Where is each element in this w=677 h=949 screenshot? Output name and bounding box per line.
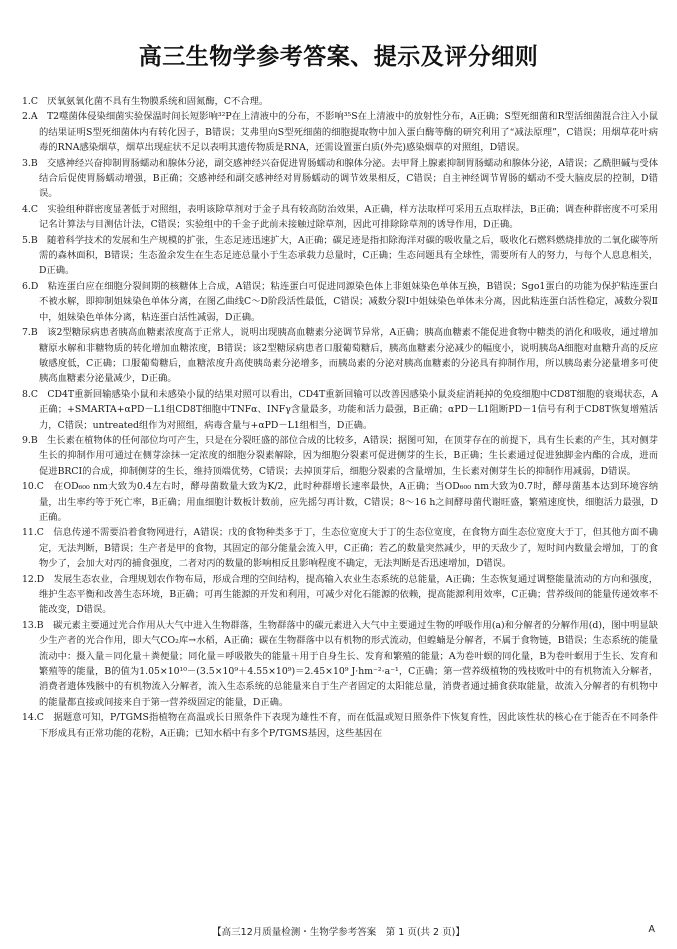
page-title: 高三生物学参考答案、提示及评分细则 <box>138 44 539 70</box>
answer-item-1: 1.C 厌氧氨氧化菌不具有生物膜系统和固氮酶，C不合理。 <box>22 96 269 107</box>
answer-item-9: 9.B 生长素在植物体的任何部位均可产生，只是在分裂旺盛的部位合成的比较多，A错误；据图可知，在顶芽存在的前提下，具有生长素的产生，其对侧芽生长的抑制作用可通过在侧芽涂抹一定浓度的细胞分裂素解除，因为细胞分裂素可促进侧芽的生长，B正确；生长素通过促进独脚金内酯的合成，进而促进BRCI的合成，抑制侧芽的生长，维持顶端优势，C错误；去掉顶芽后，细胞分裂素的含量增加，生长素对侧芽生长的抑制作用减弱，D错误。 <box>22 434 659 477</box>
answer-item-10: 10.C 在OD₆₀₀ nm大致为0.4左右时，酵母菌数量大致为K/2，此时种群增长速率最快，A正确；当OD₆₀₀ nm大致为0.7时，酵母菌基本达到环境容纳量，出生率约等于死亡率，B正确；用血细胞计数板计数前，应先摇匀再计数，C错误；8～16 h之间酵母菌代谢旺盛，繁殖速度快，细胞活力最强，D正确。 <box>22 481 658 523</box>
answer-item-3: 3.B 交感神经兴奋抑制胃肠蠕动和腺体分泌，副交感神经兴奋促进胃肠蠕动和腺体分泌。去甲肾上腺素抑制胃肠蠕动和腺体分泌，A错误；乙酰胆碱与受体结合后促使胃肠蠕动增强，B正确；交感神经和副交感神经对胃肠蠕动的调节效果相反，C错误；自主神经调节胃肠的蠕动不受大脑皮层的控制，D错误。 <box>22 157 659 200</box>
footer-version-mark: A <box>648 924 655 935</box>
answer-item-4: 4.C 实验组种群密度显著低于对照组，表明该除草剂对于金子具有较高防治效果，A正确，样方法取样可采用五点取样法，B正确；调查种群密度不可采用记名计算法与目测估计法，C错误；实验组中的千金子此前未接触过除草剂，因此可排除除草剂的诱导作用，D正确。 <box>22 203 658 231</box>
answer-item-12: 12.D 发展生态农业，合理规划农作物布局，形成合理的空间结构，提高输入农业生态系统的总能量，A正确；生态恢复通过调整能量流动的方向和强度，维护生态平衡和改善生态环境，B正确；可再生能源的开发和利用，可减少对化石能源的依赖，提高能源利用效率，C正确；营养级间的能量传递效率不能改变，D错误。 <box>22 573 658 616</box>
answer-item-6: 6.D 粘连蛋白应在细胞分裂间期的核糖体上合成，A错误；粘连蛋白可促进同源染色体上非姐妹染色单体互换，B错误；Sgo1蛋白的功能为保护粘连蛋白不被水解，即抑制姐妹染色单体分离，在图乙曲线C～D阶段活性最低，C错误；减数分裂Ⅰ中姐妹染色单体未分离，因此粘连蛋白活性稳定，减数分裂Ⅱ中，姐妹染色单体分离，粘连蛋白活性减弱，D正确。 <box>22 280 658 323</box>
footer-page-info: 【高三12月质量检测・生物学参考答案 第 1 页(共 2 页)】 <box>212 927 465 938</box>
answer-item-2: 2.A T2噬菌体侵染细菌实验保温时间长短影响³²P在上清液中的分布，不影响³⁵S在上清液中的放射性分布，A正确；S型死细菌和R型活细菌混合注入小鼠的结果证明S型死细菌体内有转化因子，B错误；艾弗里向S型死细菌的细胞提取物中加入蛋白酶等酶的研究利用了“减法原理”，C错误；用烟草花叶病毒的RNA感染烟草，烟草出现症状不足以表明其遗传物质是RNA，还需设置蛋白质(外壳)感染烟草的对照组，D错误。 <box>22 111 658 154</box>
answer-item-5: 5.B 随着科学技术的发展和生产规模的扩张，生态足迹迅速扩大，A正确；碳足迹是指扣除海洋对碳的吸收量之后，吸收化石燃料燃烧排放的二氧化碳等所需的森林面积，B错误；生态盈余发生在生态足迹总量小于生态承载力总量时，C正确；生态问题具有全球性，需要所有人的努力，与每个人息息相关，D正确。 <box>22 234 659 277</box>
answer-item-8: 8.C CD4T重新回输感染小鼠和未感染小鼠的结果对照可以看出，CD4T重新回输可以改善因感染小鼠炎症消耗掉的免疫细胞中CD8T细胞的衰竭状态，A正确；+SMARTA+αPD－L1组CD8T细胞中TNFα、INFγ含量最多，功能和活力最强，B正确；αPD－L1阻断PD－1信号有利于CD8T恢复增殖活力，C错误；untreated组作为对照组，病毒含量与+αPD－L1组相当，D正确。 <box>22 388 658 431</box>
answer-item-7: 7.B 该2型糖尿病患者胰高血糖素浓度高于正常人，说明出现胰高血糖素分泌调节异常，A正确；胰高血糖素不能促进食物中糖类的消化和吸收，通过增加糖原水解和非糖物质的转化增加血糖浓度，B错误；该2型糖尿病患者口服葡萄糖后，胰高血糖素分泌减少的幅度小，说明胰岛A细胞对血糖升高的反应敏感度低，C正确；口服葡萄糖后，血糖浓度升高使胰岛素分泌增多，而胰岛素的分泌对胰高血糖素的分泌具有抑制作用，所以胰岛素分泌量增多可使胰高血糖素分泌量减少，D正确。 <box>22 327 658 385</box>
answer-item-14: 14.C 据题意可知，P/TGMS指植物在高温或长日照条件下表现为雄性不育，而在低温或短日照条件下恢复育性，因此该性状的核心在于能否在不同条件下形成具有正常功能的花粉，A正确；已知水稻中有多个P/TGMS基因，这些基因在 <box>22 712 658 739</box>
page-footer <box>0 924 677 940</box>
answer-item-13: 13.B 碳元素主要通过光合作用从大气中进入生物群落，生物群落中的碳元素进入大气中主要通过生物的呼吸作用(a)和分解者的分解作用(d)，图中明显缺少生产者的光合作用，即大气CO₂库→水稻，A正确；碳在生物群落中以有机物的形式流动，但蝗蝻是分解者，不属于食物链，B错误；生态系统的能量流动中：摄入量＝同化量＋粪便量；同化量＝呼吸散失的能量＋用于自身生长、发育和繁殖的能量；A为卷叶螟的同化量，B为卷叶螟用于生长、发育和繁殖等的能量，B的值为1.05×10¹⁰－(3.5×10⁹＋4.55×10⁹)＝2.45×10⁹ J·hm⁻²·a⁻¹，C正确；第一营养级植物的残枝败叶中的有机物流入分解者，消费者遗体残骸中的有机物流入分解者，流入生态系统的总能量来自于生产者固定的太阳能总量，消费者通过捕食获取能量，故流入分解者的有机物中的能量都直接或间接来自于第一营养级固定的能量，D正确。 <box>22 619 658 708</box>
answer-list <box>22 94 658 741</box>
answer-item-11: 11.C 信息传递不需要沿着食物网进行，A错误；戊的食物种类多于丁，生态位宽度大于丁的生态位宽度，在食物方面生态位宽度大于丁，但其他方面不确定，无法判断，B错误；生产者是甲的食物，其固定的部分能量会流入甲，C正确；若乙的数量突然减少，甲的天敌少了，短时间内数量会增加，丁的食物少了，会加大对丙的捕食强度，二者对丙的数量的影响相反且影响程度不确定，无法判断是否迅速增加，D错误。 <box>22 527 658 570</box>
